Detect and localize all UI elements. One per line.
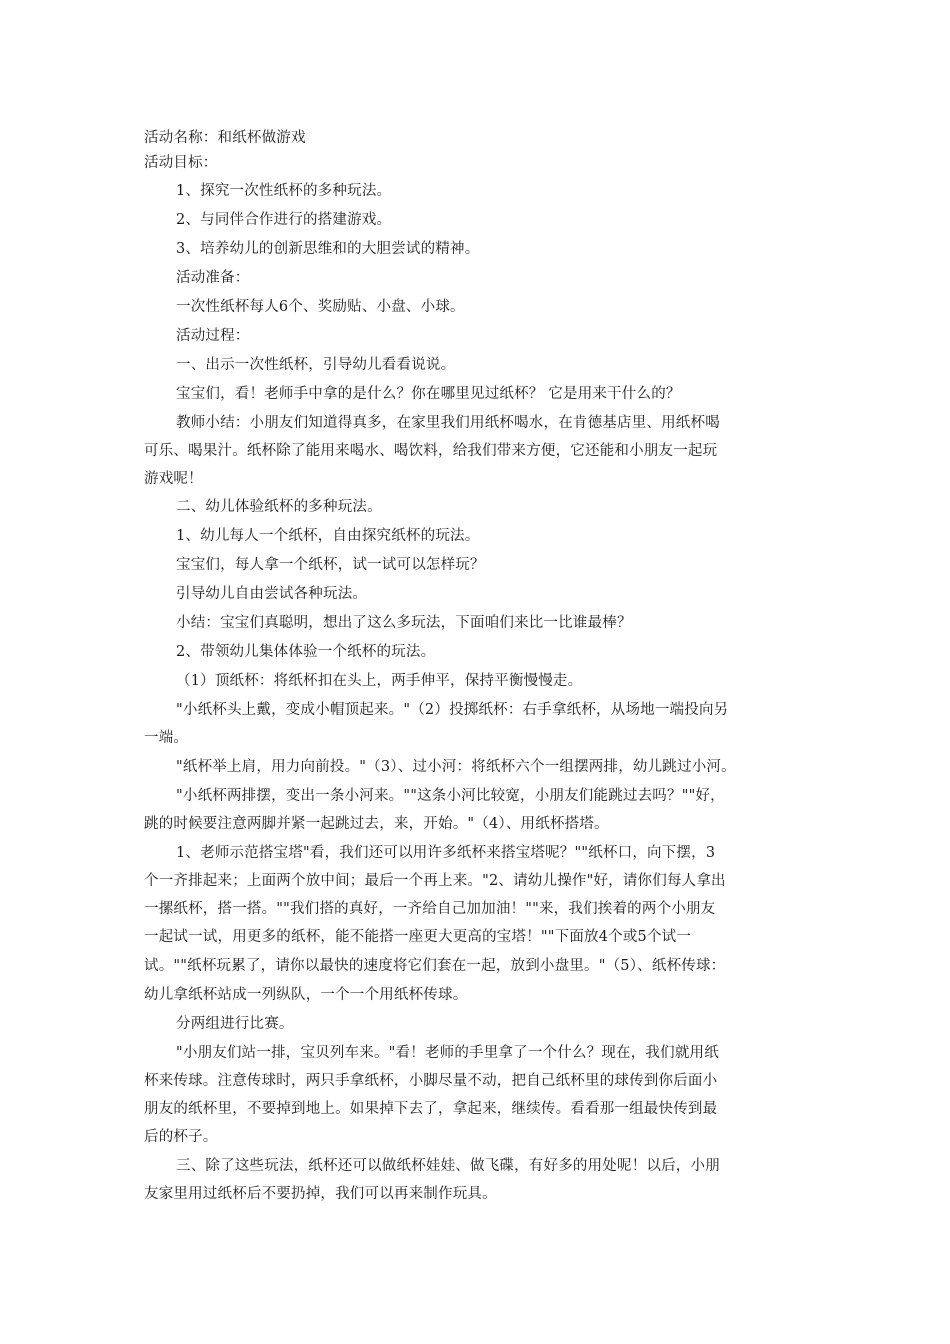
paragraph-line: 小结：宝宝们真聪明，想出了这么多玩法，下面咱们来比一比谁最棒？ bbox=[176, 615, 632, 631]
paragraph-line: 引导幼儿自由尝试各种玩法。 bbox=[176, 586, 368, 602]
paragraph-line: 可乐、喝果汁。纸杯除了能用来喝水、喝饮料，给我们带来方便，它还能和小朋友一起玩 bbox=[144, 443, 718, 459]
goal-item: 1、探究一次性纸杯的多种玩法。 bbox=[176, 183, 392, 199]
paragraph-line: 宝宝们，看！老师手中拿的是什么？你在哪里见过纸杯？ 它是用来干什么的？ bbox=[176, 386, 681, 402]
paragraph-line: 一、出示一次性纸杯，引导幼儿看看说说。 bbox=[176, 357, 456, 373]
preparation-heading: 活动准备： bbox=[176, 270, 250, 286]
paragraph-line: 友家里用过纸杯后不要扔掉，我们可以再来制作玩具。 bbox=[144, 1186, 497, 1202]
preparation-text: 一次性纸杯每人6个、奖励贴、小盘、小球。 bbox=[176, 299, 465, 315]
paragraph-line: 2、带领幼儿集体体验一个纸杯的玩法。 bbox=[176, 644, 436, 660]
process-heading: 活动过程： bbox=[176, 328, 250, 344]
goal-item: 3、培养幼儿的创新思维和的大胆尝试的精神。 bbox=[176, 241, 480, 257]
paragraph-line: （1）顶纸杯：将纸杯扣在头上，两手伸平，保持平衡慢慢走。 bbox=[176, 673, 583, 689]
paragraph-line: 一起试一试，用更多的纸杯，能不能搭一座更大更高的宝塔！""下面放4个或5个试一 bbox=[144, 929, 692, 945]
paragraph-line: 试。""纸杯玩累了，请你以最快的速度将它们套在一起，放到小盘里。"（5）、纸杯传球： bbox=[144, 958, 726, 974]
paragraph-line: 1、老师示范搭宝塔"看，我们还可以用许多纸杯来搭宝塔呢？""纸杯口，向下摆，3 bbox=[176, 845, 716, 861]
paragraph-line: "小纸杯头上戴，变成小帽顶起来。"（2）投掷纸杯：右手拿纸杯，从场地一端投向另 bbox=[176, 702, 729, 718]
paragraph-line: 朋友的纸杯里，不要掉到地上。如果掉下去了，拿起来，继续传。看看那一组最快传到最 bbox=[144, 1101, 718, 1117]
goal-item: 2、与同伴合作进行的搭建游戏。 bbox=[176, 212, 392, 228]
paragraph-line: 杯来传球。注意传球时，两只手拿纸杯，小脚尽量不动，把自己纸杯里的球传到你后面小 bbox=[144, 1073, 718, 1089]
paragraph-line: "小纸杯两排摆，变出一条小河来。""这条小河比较宽，小朋友们能跳过去吗？""好， bbox=[176, 788, 725, 804]
paragraph-line: 跳的时候要注意两脚并紧一起跳过去，来，开始。"（4）、用纸杯搭塔。 bbox=[144, 816, 609, 832]
paragraph-line: 一摞纸杯，搭一搭。""我们搭的真好，一齐给自己加加油！""来，我们挨着的两个小朋友 bbox=[144, 901, 716, 917]
paragraph-line: 后的杯子。 bbox=[144, 1129, 218, 1145]
paragraph-line: 个一齐排起来；上面两个放中间；最后一个再上来。"2、请幼儿操作"好，请你们每人拿出 bbox=[144, 873, 726, 889]
paragraph-line: 1、幼儿每人一个纸杯，自由探究纸杯的玩法。 bbox=[176, 528, 480, 544]
paragraph-line: "小朋友们站一排，宝贝列车来。"看！老师的手里拿了一个什么？现在，我们就用纸 bbox=[176, 1045, 719, 1061]
paragraph-line: "纸杯举上肩，用力向前投。"（3）、过小河：将纸杯六个一组摆两排，幼儿跳过小河。 bbox=[176, 759, 736, 775]
paragraph-line: 宝宝们，每人拿一个纸杯，试一试可以怎样玩？ bbox=[176, 557, 485, 573]
paragraph-line: 三、除了这些玩法，纸杯还可以做纸杯娃娃、做飞碟，有好多的用处呢！以后，小朋 bbox=[176, 1158, 720, 1174]
activity-name: 活动名称：和纸杯做游戏 bbox=[144, 130, 306, 146]
paragraph-line: 二、幼儿体验纸杯的多种玩法。 bbox=[176, 499, 382, 515]
paragraph-line: 一端。 bbox=[144, 730, 189, 746]
paragraph-line: 幼儿拿纸杯站成一列纵队，一个一个用纸杯传球。 bbox=[144, 987, 468, 1003]
paragraph-line: 分两组进行比赛。 bbox=[176, 1016, 294, 1032]
paragraph-line: 教师小结：小朋友们知道得真多，在家里我们用纸杯喝水，在肯德基店里、用纸杯喝 bbox=[176, 415, 720, 431]
activity-goals-heading: 活动目标： bbox=[144, 155, 218, 171]
paragraph-line: 游戏呢！ bbox=[144, 471, 203, 487]
